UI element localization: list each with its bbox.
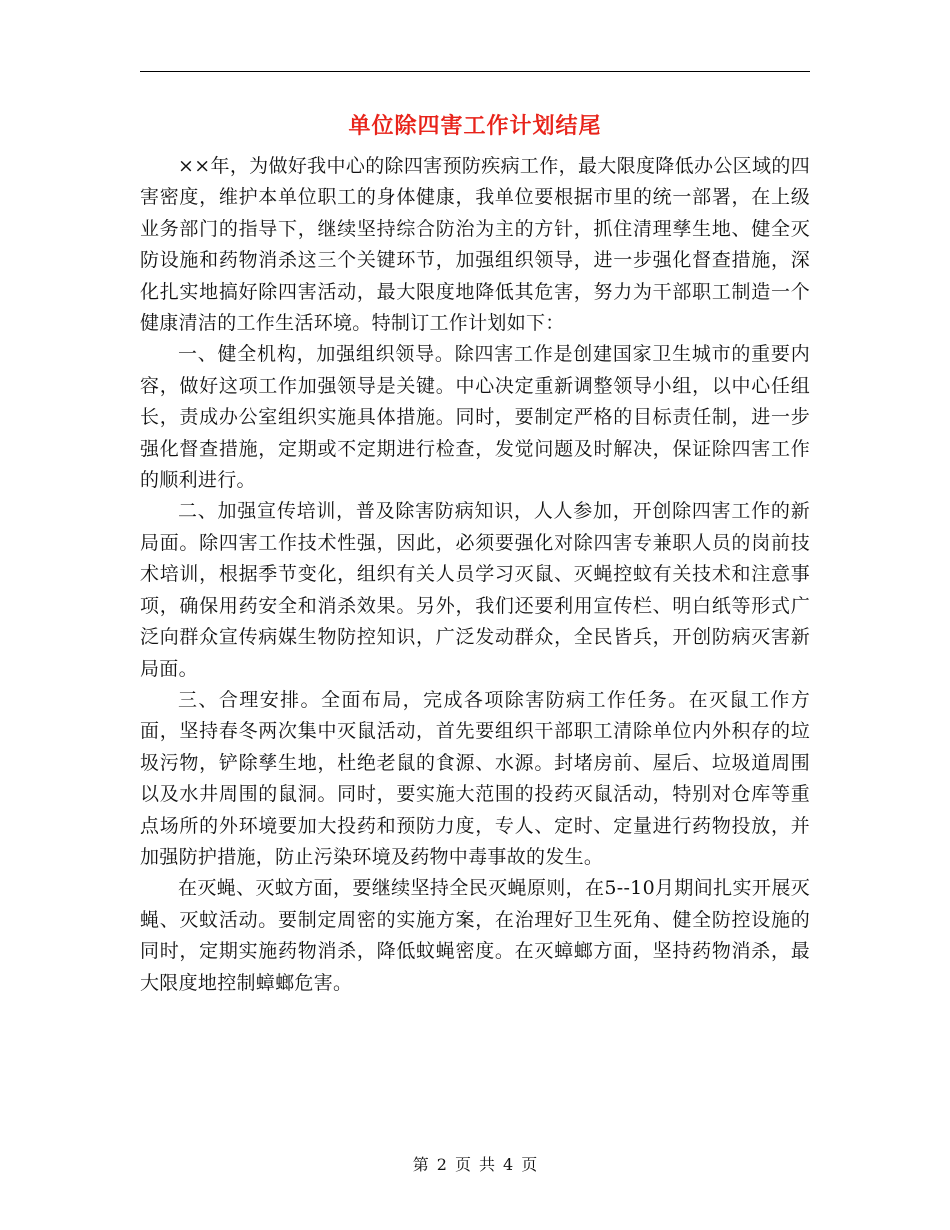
footer-prefix: 第 [412,1155,429,1174]
paragraph-intro: ××年，为做好我中心的除四害预防疾病工作，最大限度降低办公区域的四害密度，维护本单位职工的身体健康，我单位要根据市里的统一部署，在上级业务部门的指导下，继续坚持综合防治为主的方针，抓住清理孳生地、健全灭防设施和药物消杀这三个关键环节，加强组织领导，进一步强化督查措施，深化扎实地搞好除四害活动，最大限度地降低其危害，努力为干部职工制造一个健康清洁的工作生活环境。特制订工作计划如下： [140,155,810,335]
footer-current-page: 2 [436,1155,447,1174]
footer-total-pages: 4 [503,1155,514,1174]
header-rule [140,71,810,72]
footer-page-word: 页 [454,1155,471,1174]
document-body [140,151,810,999]
paragraph-section-3: 三、合理安排。全面布局，完成各项除害防病工作任务。在灭鼠工作方面，坚持春冬两次集中灭鼠活动，首先要组织干部职工清除单位内外积存的垃圾污物，铲除孳生地，杜绝老鼠的食源、水源。封堵房前、屋后、垃圾道周围以及水井周围的鼠洞。同时，要实施大范围的投药灭鼠活动，特别对仓库等重点场所的外环境要加大投药和预防力度，专人、定时、定量进行药物投放，并加强防护措施，防止污染环境及药物中毒事故的发生。 [140,688,810,868]
footer-total-word: 共 [479,1155,496,1174]
paragraph-section-2: 二、加强宣传培训，普及除害防病知识，人人参加，开创除四害工作的新局面。除四害工作技术性强，因此，必须要强化对除四害专兼职人员的岗前技术培训，根据季节变化，组织有关人员学习灭鼠、灭蝇控蚊有关技术和注意事项，确保用药安全和消杀效果。另外，我们还要利用宣传栏、明白纸等形式广泛向群众宣传病媒生物防控知识，广泛发动群众，全民皆兵，开创防病灭害新局面。 [140,500,810,680]
page-footer [0,1154,950,1176]
paragraph-section-1: 一、健全机构，加强组织领导。除四害工作是创建国家卫生城市的重要内容，做好这项工作加强领导是关键。中心决定重新调整领导小组，以中心任组长，责成办公室组织实施具体措施。同时，要制定严格的目标责任制，进一步强化督查措施，定期或不定期进行检查，发觉问题及时解决，保证除四害工作的顺利进行。 [140,343,810,492]
document-title: 单位除四害工作计划结尾 [348,113,602,139]
footer-suffix: 页 [521,1155,538,1174]
paragraph-flies-mosquitoes: 在灭蝇、灭蚊方面，要继续坚持全民灭蝇原则，在5--10月期间扎实开展灭蝇、灭蚊活动。要制定周密的实施方案，在治理好卫生死角、健全防控设施的同时，定期实施药物消杀，降低蚊蝇密度。在灭蟑螂方面，坚持药物消杀，最大限度地控制蟑螂危害。 [140,877,810,994]
